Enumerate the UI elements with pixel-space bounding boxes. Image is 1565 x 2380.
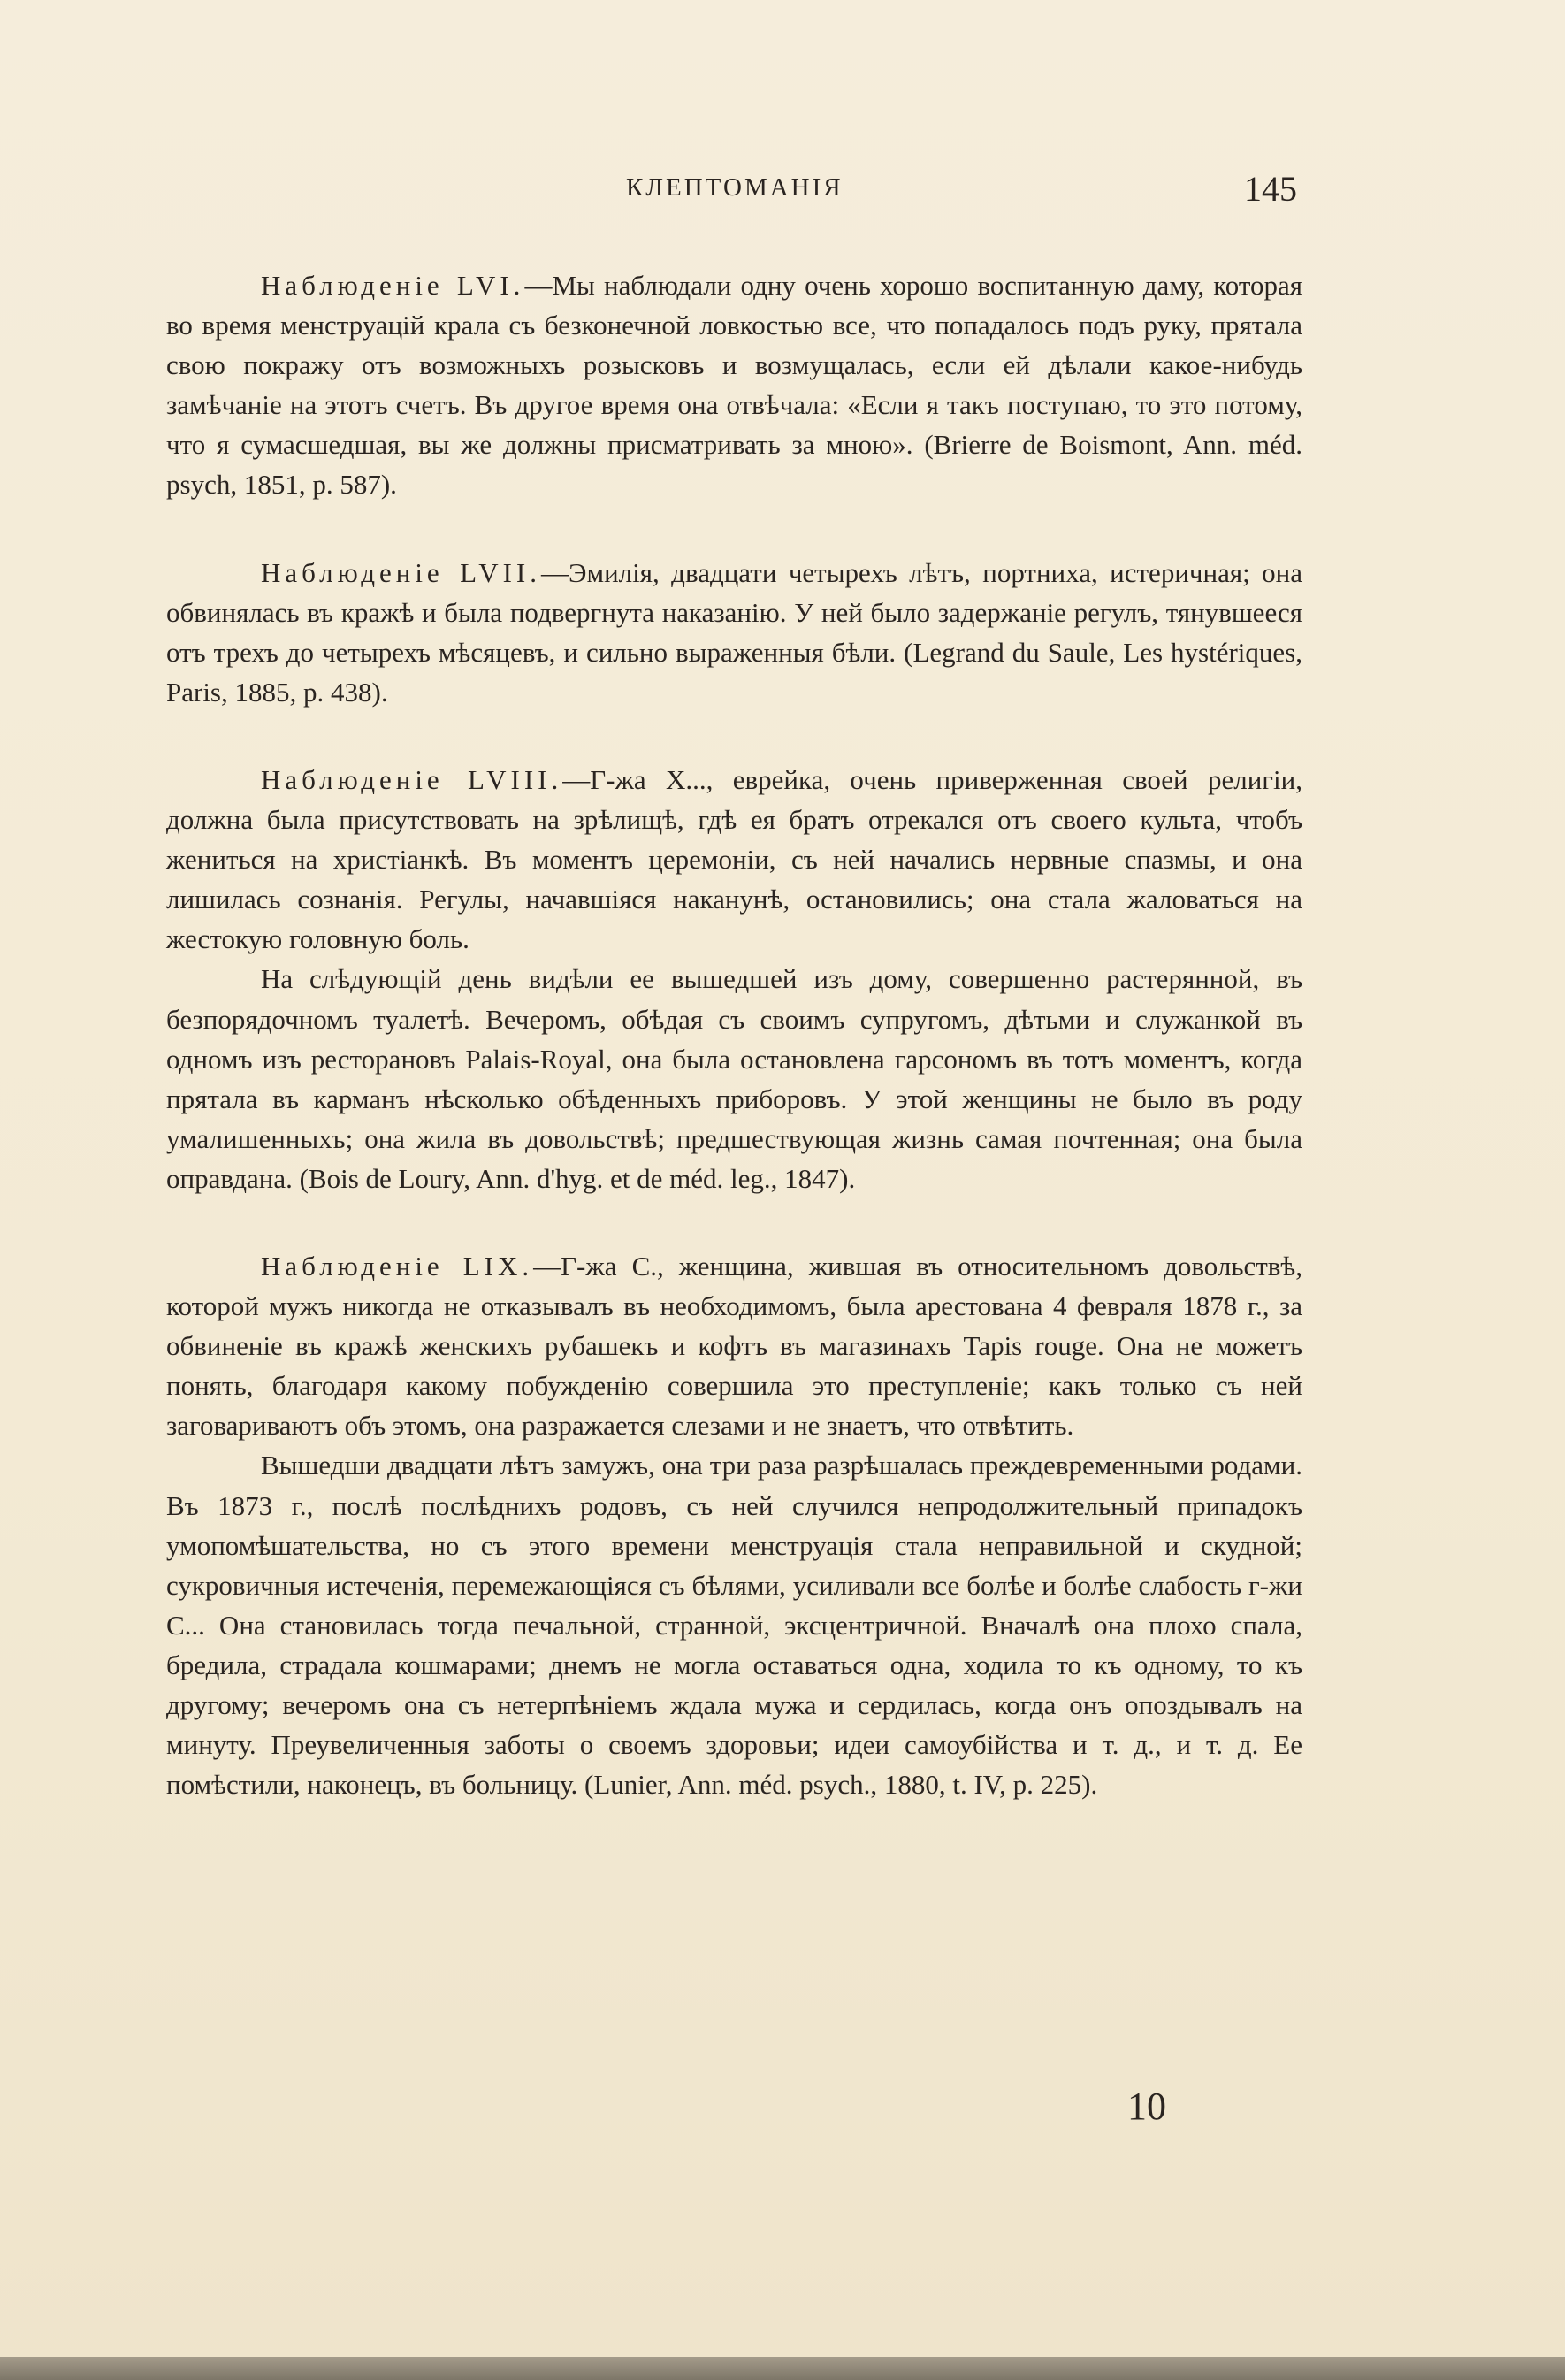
observation-lix: [166, 1246, 1302, 1804]
observation-heading: Наблюденіе LVIII.: [261, 763, 563, 795]
observation-heading: Наблюденіе LVI.: [261, 270, 525, 301]
signature-mark: 10: [1127, 2085, 1166, 2128]
paragraph-text: —Г-жа Х..., еврейка, очень приверженная своей религіи, должна была присутствовать на зрѣлищѣ, гдѣ ея братъ отрекался отъ своего культа, чтобъ жениться на христіанкѣ. Въ моментъ церемоніи, съ ней начались нервные спазмы, и она лишилась сознанія. Регулы, начавшіяся наканунѣ, остановились; она стала жаловаться на жестокую головную боль.: [166, 763, 1302, 955]
running-head: КЛЕПТОМАНІЯ: [626, 173, 844, 202]
paragraph-text: Вышедши двадцати лѣтъ замужъ, она три раза разрѣшалась преждевременными родами. Въ 1873 г., послѣ послѣднихъ родовъ, съ ней случился непродолжительный припадокъ умопомѣшательства, но съ этого времени менструація стала неправильной и скудной; сукровичныя истеченія, перемежающіяся съ бѣлями, усиливали все болѣе и болѣе слабость г-жи С... Она становилась тогда печальной, странной, эксцентричной. Вначалѣ она плохо спала, бредила, страдала кошмарами; днемъ не могла оставаться одна, ходила то къ одному, то къ другому; вечеромъ она съ нетерпѣніемъ ждала мужа и сердилась, когда онъ опоздывалъ на минуту. Преувеличенныя заботы о своемъ здоровьи; идеи самоубійства и т. д., и т. д. Ее помѣстили, наконецъ, въ больницу. (Lunier, Ann. méd. psych., 1880, t. IV, p. 225).: [166, 1450, 1302, 1801]
observation-lvi: [166, 265, 1302, 505]
paragraph: [166, 959, 1302, 1198]
paragraph-text: —Мы наблюдали одну очень хорошо воспитанную даму, которая во время менструацій крала съ безконечной ловкостью все, что попадалось подъ руку, прятала свою покражу отъ возможныхъ розысковъ и возмущалась, если ей дѣлали какое-нибудь замѣчаніе на этотъ счетъ. Въ другое время она отвѣчала: «Если я такъ поступаю, то это потому, что я сумасшедшая, вы же должны присматривать за мною». (Brierre de Boismont, Ann. méd. psych, 1851, p. 587).: [166, 270, 1302, 501]
paragraph: [166, 1246, 1302, 1445]
page-number: 145: [1244, 169, 1297, 209]
paragraph: [166, 553, 1302, 712]
paragraph: [166, 265, 1302, 505]
paragraph-text: —Эмилія, двадцати четырехъ лѣтъ, портниха, истеричная; она обвинялась въ кражѣ и была подвергнута наказанію. У ней было задержаніе регулъ, тянувшееся отъ трехъ до четырехъ мѣсяцевъ, и сильно выраженныя бѣли. (Legrand du Saule, Les hystériques, Paris, 1885, p. 438).: [166, 556, 1302, 708]
observation-lvii: [166, 553, 1302, 712]
scan-edge: [0, 2357, 1565, 2380]
paragraph: [166, 760, 1302, 959]
paragraph: [166, 1445, 1302, 1804]
observation-heading: Наблюденіе LVII.: [261, 556, 541, 588]
observation-heading: Наблюденіе LIX.: [261, 1250, 534, 1282]
paragraph-text: —Г-жа С., женщина, жившая въ относительномъ довольствѣ, которой мужъ никогда не отказывалъ въ необходимомъ, была арестована 4 февраля 1878 г., за обвиненіе въ кражѣ женскихъ рубашекъ и кофтъ въ магазинахъ Tapis rouge. Она не можетъ понять, благодаря какому побужденію совершила это преступленіе; какъ только съ ней заговариваютъ объ этомъ, она разражается слезами и не знаетъ, что отвѣтить.: [166, 1250, 1303, 1442]
paragraph-text: На слѣдующій день видѣли ее вышедшей изъ дому, совершенно растерянной, въ безпорядочномъ туалетѣ. Вечеромъ, обѣдая съ своимъ супругомъ, дѣтьми и служанкой въ одномъ изъ ресторановъ Palais-Royal, она была остановлена гарсономъ въ тотъ моментъ, когда прятала въ карманъ нѣсколько обѣденныхъ приборовъ. У этой женщины не было въ роду умалишенныхъ; она жила въ довольствѣ; предшествующая жизнь самая почтенная; она была оправдана. (Bois de Loury, Ann. d'hyg. et de méd. leg., 1847).: [166, 963, 1302, 1194]
body-text: [166, 265, 1302, 1804]
observation-lviii: [166, 760, 1302, 1198]
